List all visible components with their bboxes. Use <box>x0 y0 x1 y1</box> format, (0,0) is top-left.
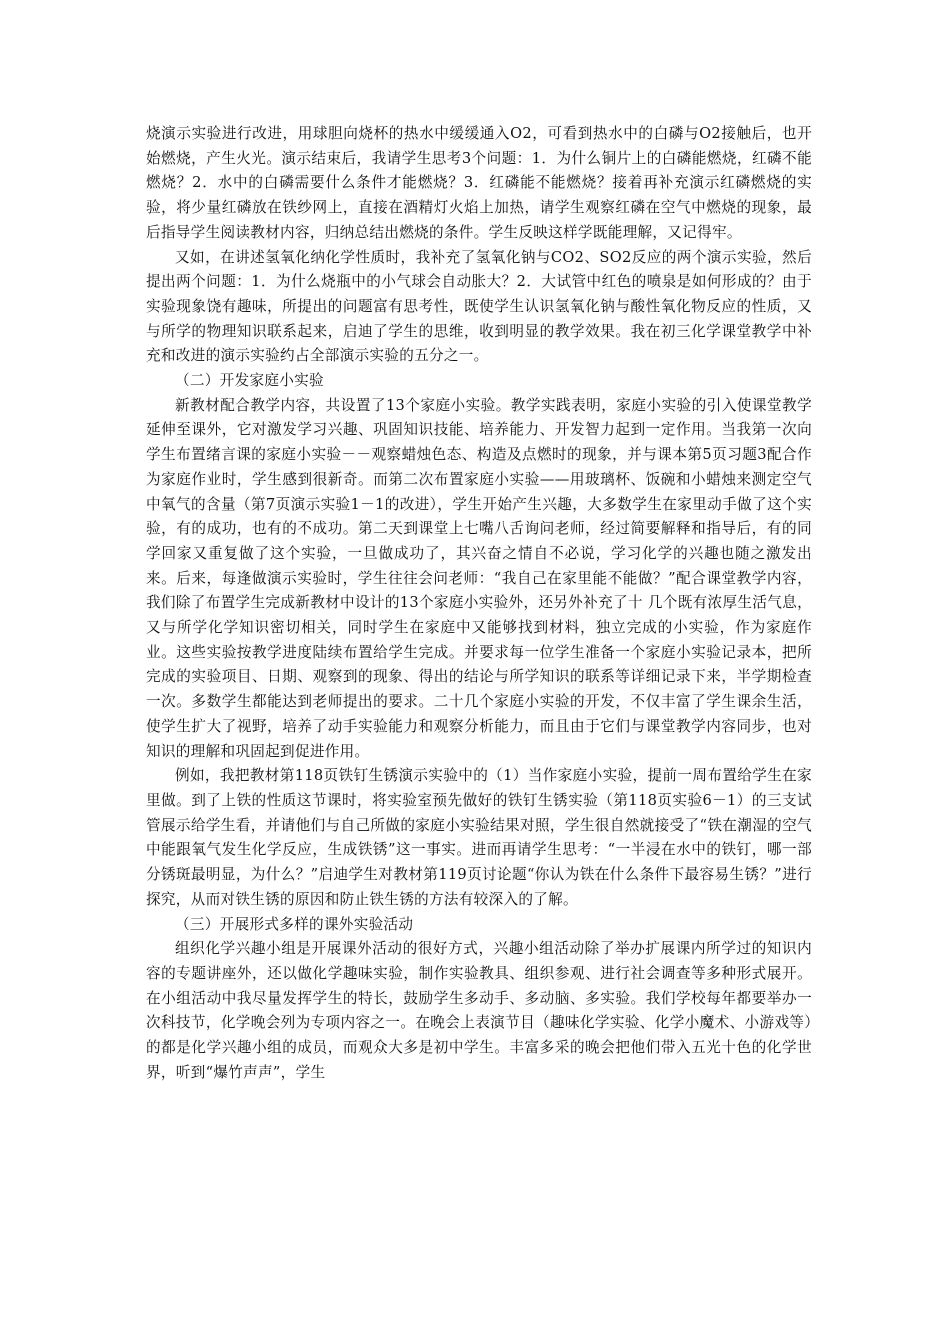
paragraph-interest-group: 组织化学兴趣小组是开展课外活动的很好方式，兴趣小组活动除了举办扩展课内所学过的知识内容的专题讲座外，还以做化学趣味实验，制作实验教具、组织参观、进行社会调查等多种形式展开。在小组活动中我尽量发挥学生的特长，鼓励学生多动手、多动脑、多实验。我们学校每年都要举办一次科技节，化学晚会列为专项内容之一。在晚会上表演节目（趣味化学实验、化学小魔术、小游戏等）的都是化学兴趣小组的成员，而观众大多是初中学生。丰富多采的晚会把他们带入五光十色的化学世界，听到“爆竹声声”，学生 <box>146 940 812 1081</box>
paragraph-combustion-demo: 烧演示实验进行改进，用球胆向烧杯的热水中缓缓通入O2，可看到热水中的白磷与O2接触后，也开始燃烧，产生火光。演示结束后，我请学生思考3个问题：1．为什么铜片上的白磷能燃烧，红磷不能燃烧？2．水中的白磷需要什么条件才能燃烧？3．红磷能不能燃烧？接着再补充演示红磷燃烧的实验，将少量红磷放在铁纱网上，直接在酒精灯火焰上加热，请学生观察红磷在空气中燃烧的现象，最后指导学生阅读教材内容，归纳总结出燃烧的条件。学生反映这样学既能理解，又记得牢。 <box>146 125 812 241</box>
document-body <box>146 122 812 1085</box>
paragraph-sodium-hydroxide-demo: 又如，在讲述氢氧化纳化学性质时，我补充了氢氧化钠与CO2、SO2反应的两个演示实验，然后提出两个问题：1．为什么烧瓶中的小气球会自动胀大？2．大试管中红色的喷泉是如何形成的？由于实验现象饶有趣味，所提出的问题富有思考性，既使学生认识氢氧化钠与酸性氧化物反应的性质，又与所学的物理知识联系起来，启迪了学生的思维，收到明显的教学效果。我在初三化学课堂教学中补充和改进的演示实验约占全部演示实验的五分之一。 <box>146 248 812 365</box>
paragraph-iron-rust-example: 例如，我把教材第118页铁钉生锈演示实验中的（1）当作家庭小实验，提前一周布置给学生在家里做。到了上铁的性质这节课时，将实验室预先做好的铁钉生锈实验（第118页实验6－1）的三支试管展示给学生看，并请他们与自己所做的家庭小实验结果对照，学生很自然就接受了“铁在潮湿的空气中能跟氧气发生化学反应，生成铁锈”这一事实。进而再请学生思考：“一半浸在水中的铁钉，哪一部分锈斑最明显，为什么？”启迪学生对教材第119页讨论题“你认为铁在什么条件下最容易生锈？”进行探究，从而对铁生锈的原因和防止铁生锈的方法有较深入的了解。 <box>146 767 812 908</box>
paragraph-home-experiments: 新教材配合教学内容，共设置了13个家庭小实验。教学实践表明，家庭小实验的引入使课堂教学延伸至课外，它对激发学习兴趣、巩固知识技能、培养能力、开发智力起到一定作用。当我第一次向学生布置绪言课的家庭小实验－－观察蜡烛色态、构造及点燃时的现象，并与课本第5页习题3配合作为家庭作业时，学生感到很新奇。而第二次布置家庭小实验——用玻璃杯、饭碗和小蜡烛来测定空气中氧气的含量（第7页演示实验1－1的改进），学生开始产生兴趣，大多数学生在家里动手做了这个实验，有的成功，也有的不成功。第二天到课堂上七嘴八舌询问老师，经过简要解释和指导后，有的同学回家又重复做了这个实验，一旦做成功了，其兴奋之情自不必说，学习化学的兴趣也随之激发出来。后来，每逢做演示实验时，学生往往会问老师：“我自己在家里能不能做？”配合课堂教学内容，我们除了布置学生完成新教材中设计的13个家庭小实验外，还另外补充了十 几个既有浓厚生活气息，又与所学化学知识密切相关，同时学生在家庭中又能够找到材料，独立完成的小实验，作为家庭作业。这些实验按教学进度陆续布置给学生完成。并要求每一位学生准备一个家庭小实验记录本，把所完成的实验项目、日期、观察到的现象、得出的结论与所学知识的联系等详细记录下来，半学期检查一次。多数学生都能达到老师提出的要求。二十几个家庭小实验的开发，不仅丰富了学生课余生活，使学生扩大了视野，培养了动手实验能力和观察分析能力，而且由于它们与课堂教学内容同步，也对知识的理解和巩固起到促进作用。 <box>146 396 812 760</box>
section-heading-extracurricular: （三）开展形式多样的课外实验活动 <box>175 915 414 933</box>
section-heading-home-experiments: （二）开发家庭小实验 <box>175 372 324 390</box>
